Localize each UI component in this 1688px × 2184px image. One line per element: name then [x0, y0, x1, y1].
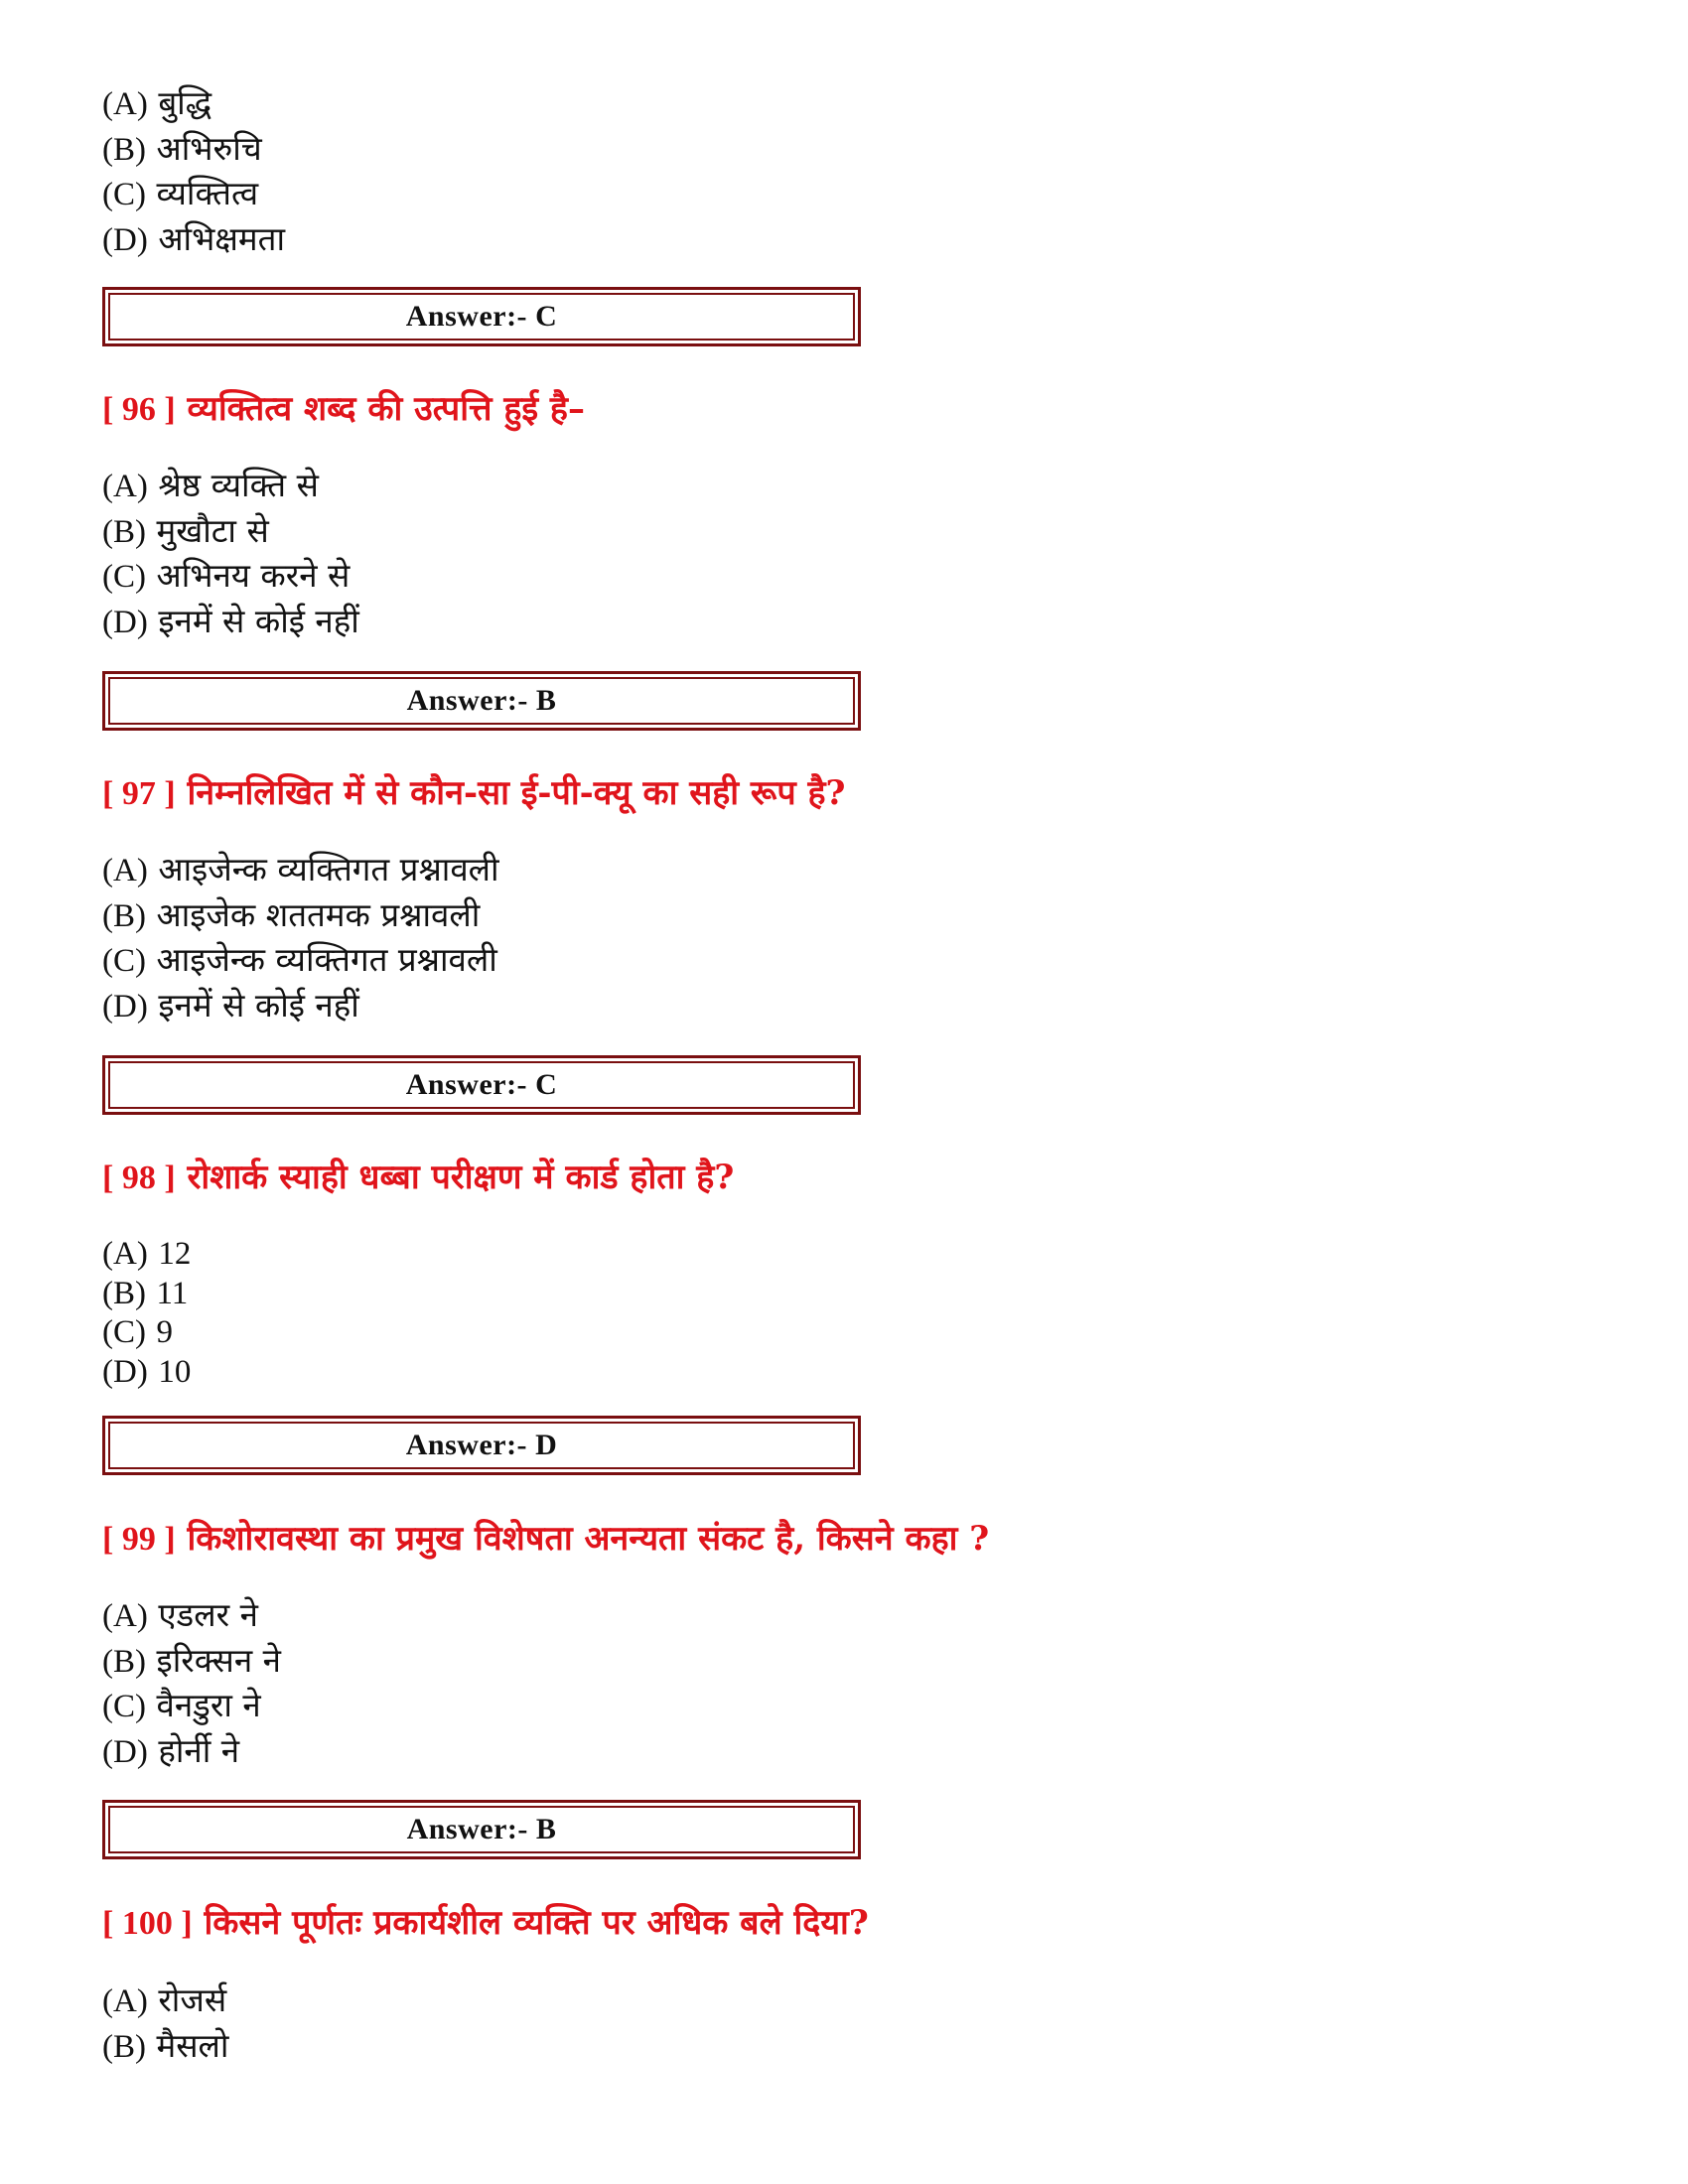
question-97: [ 97 ] निम्नलिखित में से कौन-सा ई-पी-क्यू का सही रूप है? — [102, 773, 846, 813]
option-c: (C) आइजेन्क व्यक्तिगत प्रश्नावली — [102, 940, 497, 979]
option-b: (B) मैसलो — [102, 2025, 229, 2065]
question-99: [ 99 ] किशोरावस्था का प्रमुख विशेषता अनन्यता संकट है, किसने कहा ? — [102, 1519, 990, 1559]
options-q95 — [102, 81, 285, 262]
option-b: (B) आइजेक शततमक प्रश्नावली — [102, 894, 481, 934]
options-q100 — [102, 1979, 228, 2069]
answer-text: Answer:- B — [406, 684, 557, 717]
option-b: (B) 11 — [102, 1275, 189, 1311]
answer-text: Answer:- B — [406, 1813, 557, 1845]
option-c: (C) व्यक्तित्व — [102, 174, 259, 212]
options-q97 — [102, 848, 499, 1028]
option-b: (B) इरिक्सन ने — [102, 1640, 281, 1680]
answer-box-q95 — [102, 287, 861, 346]
option-b: (B) अभिरुचि — [102, 128, 262, 168]
option-a: (A) बुद्धि — [102, 83, 212, 122]
options-q99 — [102, 1593, 281, 1774]
option-c: (C) वैनडुरा ने — [102, 1686, 261, 1724]
answer-text: Answer:- D — [405, 1429, 558, 1461]
option-c: (C) 9 — [102, 1314, 173, 1350]
answer-box-q97 — [102, 1055, 861, 1115]
option-c: (C) अभिनय करने से — [102, 556, 351, 595]
question-98: [ 98 ] रोशार्क स्याही धब्बा परीक्षण में कार्ड होता है? — [102, 1158, 735, 1197]
option-a: (A) 12 — [102, 1236, 192, 1272]
option-a: (A) एडलर ने — [102, 1595, 258, 1634]
answer-text: Answer:- C — [405, 300, 558, 333]
question-96: [ 96 ] व्यक्तित्व शब्द की उत्पत्ति हुई है– — [102, 389, 585, 429]
question-100: [ 100 ] किसने पूर्णतः प्रकार्यशील व्यक्ति पर अधिक बले दिया? — [102, 1903, 869, 1943]
answer-box-q99 — [102, 1800, 861, 1859]
answer-box-q98 — [102, 1416, 861, 1475]
option-a: (A) श्रेष्ठ व्यक्ति से — [102, 466, 319, 504]
option-d: (D) 10 — [102, 1353, 192, 1390]
options-q98 — [102, 1234, 191, 1391]
option-a: (A) रोजर्स — [102, 1980, 227, 2019]
option-d: (D) इनमें से कोई नहीं — [102, 985, 359, 1024]
answer-text: Answer:- C — [405, 1068, 558, 1101]
options-q96 — [102, 464, 359, 644]
option-a: (A) आइजेन्क व्यक्तिगत प्रश्नावली — [102, 850, 499, 888]
answer-box-q96 — [102, 671, 861, 731]
option-d: (D) अभिक्षमता — [102, 218, 286, 258]
option-d: (D) इनमें से कोई नहीं — [102, 601, 359, 640]
option-b: (B) मुखौटा से — [102, 510, 269, 550]
option-d: (D) होर्नी ने — [102, 1730, 240, 1770]
